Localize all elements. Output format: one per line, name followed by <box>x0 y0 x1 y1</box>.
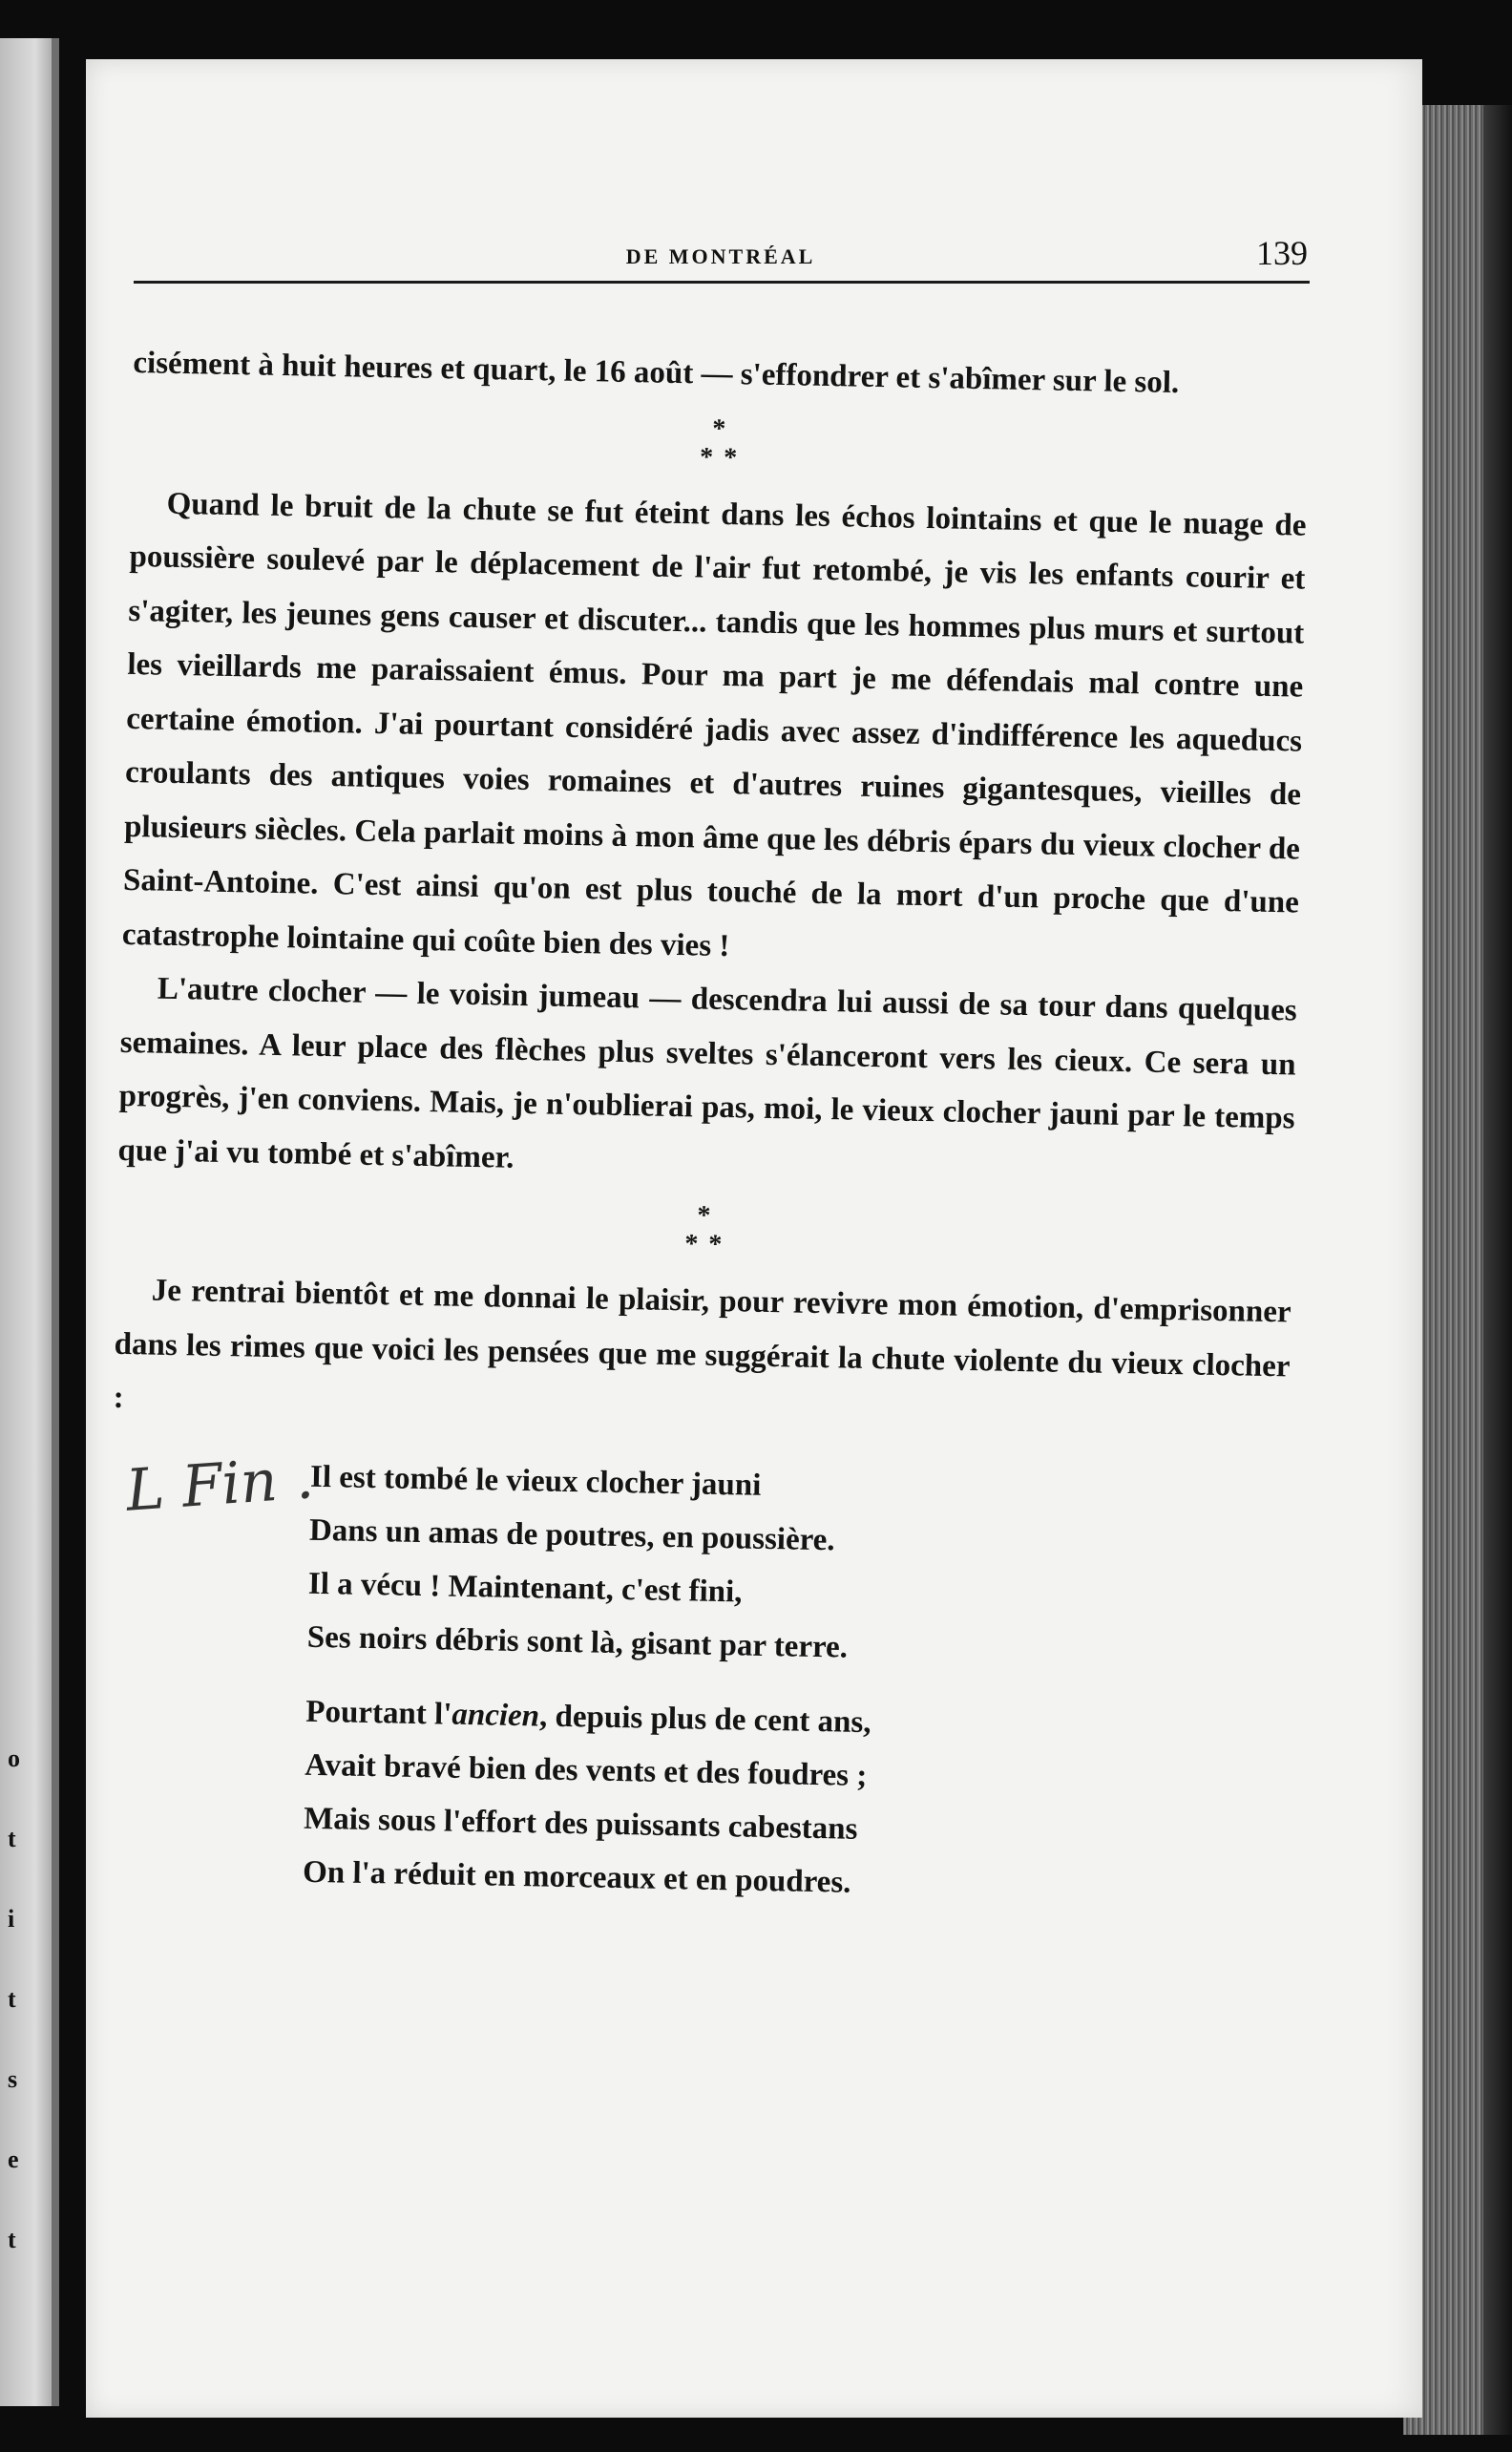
facing-letter: t <box>8 1825 16 1852</box>
poem-line: Mais sous l'effort des puissants cabestans <box>303 1801 858 1847</box>
separator-stars: * * <box>699 441 740 473</box>
separator-star: * <box>697 1200 713 1231</box>
poem-line: Il a vécu ! Maintenant, c'est fini, <box>307 1566 743 1609</box>
poem-line: On l'a réduit en morceaux et en poudres. <box>302 1854 851 1900</box>
separator-stars: * * <box>684 1229 724 1260</box>
page-body <box>104 336 1310 1917</box>
facing-page-edge <box>0 38 59 2406</box>
page-number: 139 <box>1256 234 1308 272</box>
header-rule <box>134 281 1310 284</box>
paragraph: Je rentrai bientôt et me donnai le plaisir, pour revivre mon émotion, d'emprisonner dans les rimes que voici les pensées que me suggérait la chute violente du vieux clocher : <box>113 1273 1292 1416</box>
facing-letter: o <box>8 1744 20 1772</box>
poem-italic-word: ancien <box>452 1697 540 1733</box>
facing-letter: i <box>8 1905 15 1933</box>
book-spine <box>1483 105 1512 2435</box>
paragraph: L'autre clocher — le voisin jumeau — descendra lui aussi de sa tour dans quelques semaines. A leur place des flèches plus sveltes s'élanceront vers les cieux. Ce sera un progrès, j'en conviens. Mais, je n'oublierai pas, moi, le vieux clocher jauni par le temps que j'ai vu tombé et s'abîmer. <box>117 971 1298 1175</box>
poem-text: Pourtant l' <box>305 1694 452 1732</box>
handwritten-annotation: L Fin . <box>123 1445 316 1525</box>
poem <box>303 1449 1289 1917</box>
paragraph-continued: cisément à huit heures et quart, le 16 août — s'effondrer et s'abîmer sur le sol. <box>133 345 1180 401</box>
facing-letter: s <box>8 2065 18 2093</box>
poem-line: Dans un amas de poutres, en poussière. <box>308 1512 835 1557</box>
section-separator <box>131 403 1308 483</box>
poem-text: , depuis plus de cent ans, <box>538 1698 872 1740</box>
page-header <box>134 229 1308 277</box>
book-page <box>86 59 1422 2418</box>
facing-letter: t <box>8 2226 16 2253</box>
poem-line: Avait bravé bien des vents et des foudres ; <box>304 1747 868 1793</box>
gutter-shadow <box>52 38 59 2406</box>
paragraph: Quand le bruit de la chute se fut éteint dans les échos lointains et que le nuage de poussière soulevé par le déplacement de l'air fut retombé, je vis les enfants courir et s'agiter, les jeunes gens causer et discuter... tandis que les hommes plus murs et surtout les vieillards me paraissaient émus. Pour ma part je me défendais mal contre une certaine émotion. J'ai pourtant considéré jadis avec assez d'indifférence les aqueducs croulants des antiques voies romaines et d'autres ruines gigantesques, vieilles de plusieurs siècles. Cela parlait moins à mon âme que les débris épars du vieux clocher de Saint-Antoine. C'est ainsi qu'on est plus touché de la mort d'un proche que d'une catastrophe lointaine qui coûte bien des vies ! <box>121 486 1307 963</box>
facing-letter: e <box>8 2146 19 2173</box>
section-separator <box>116 1191 1293 1271</box>
poem-line: Il est tombé le vieux clocher jauni <box>309 1459 762 1503</box>
facing-letter: t <box>8 1985 16 2013</box>
running-title: DE MONTRÉAL <box>625 244 816 268</box>
facing-page-letters <box>8 1719 46 2280</box>
poem-line: Ses noirs débris sont là, gisant par terre. <box>306 1619 849 1665</box>
separator-star: * <box>711 413 728 444</box>
